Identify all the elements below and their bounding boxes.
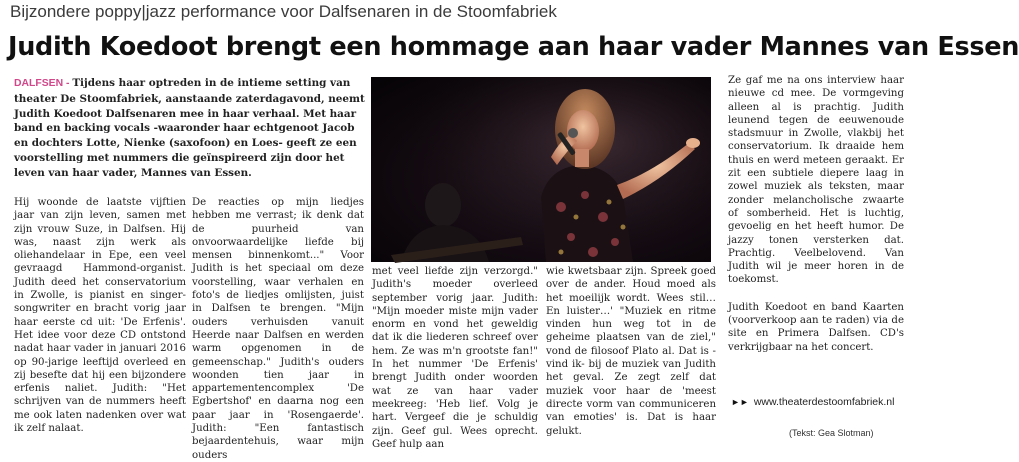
concert-info: Judith Koedoot en band Kaarten (voorverkoop aan te raden) via de site en Primera Dalfsen. CD's verkrijgbaar na het concert.: [728, 301, 904, 353]
author-credit: (Tekst: Gea Slotman): [789, 428, 874, 438]
body-column-2: [192, 196, 364, 462]
concert-photo: [371, 77, 711, 262]
article-headline: Judith Koedoot brengt een hommage aan haar vader Mannes van Essen: [8, 32, 1019, 62]
double-arrow-icon: ►►: [731, 397, 749, 407]
article-kicker: Bijzondere poppy|jazz performance voor Dalfsenaren in de Stoomfabriek: [10, 2, 557, 21]
dateline: DALFSEN: [14, 78, 64, 89]
website-url[interactable]: www.theaterdestoomfabriek.nl: [753, 396, 895, 408]
body-column-4-text: wie kwetsbaar zijn. Spreek goed over de ander. Houd moed als het moeilijk wordt. Wees stil… En luister…' "Muziek en ritme vinden hun weg tot in de geheime plaatsen van de ziel," vond de filosoof Plato al. Dat is -vind ik- bij de muziek van Judith het geval. Ze zegt zelf dat muziek voor haar de 'meest directe vorm van communiceren van emoties' is. Dat is haar gelukt.: [546, 266, 716, 437]
body-column-1: [14, 196, 186, 435]
article-intro: [14, 76, 369, 181]
body-column-2-text: De reacties op mijn liedjes hebben me verrast; ik denk dat de puurheid van onvoorwaardelijke liefde bij mensen binnenkomt..." Voor Judith is het speciaal om deze voorstelling, waar verhalen en foto's de liedjes omlijsten, juist in Dalfsen te brengen. "Mijn ouders verhuisden vanuit Heerde naar Dalfsen en werden warm opgenomen in de gemeenschap." Judith's ouders woonden tien jaar in appartementencomplex 'De Egbertshof' en daarna nog een paar jaar in 'Rosengaerde'. Judith: "Een fantastisch bejaardentehuis, waar mijn ouders: [192, 197, 364, 461]
website-link[interactable]: [731, 396, 894, 408]
intro-text: Tijdens haar optreden in de intieme setting van theater De Stoomfabriek, aanstaande zaterdagavond, neemt Judith Koedoot Dalfsenaren mee in haar verhaal. Met haar band en backing vocals -waaronder haar echtgenoot Jacob en dochters Lotte, Nienke (saxofoon) en Loes- geeft ze een voorstelling met nummers die geïnspireerd zijn door het leven van haar vader, Mannes van Essen.: [14, 77, 365, 179]
body-column-5-text: Ze gaf me na ons interview haar nieuwe cd mee. De vormgeving alleen al is prachtig. Judith leunend tegen de eeuwenoude stadsmuur in Zwolle, vlakbij het conservatorium. Ik draaide hem thuis en werd meteen geraakt. Er zit een subtiele diepere laag in zowel muziek als teksten, maar zonder melancholische zwaarte of somberheid. Het is luchtig, gevoelig en het heeft humor. De jazzy tonen versterken dat. Prachtig. Veelbelovend. Van Judith wil je meer horen in de toekomst.: [728, 75, 904, 286]
body-column-1-text: Hij woonde de laatste vijftien jaar van zijn leven, samen met zijn vrouw Suze, in Dalfsen. Hij was, naast zijn werk als oliehandelaar in Epe, een veel gevraagd Hammond-organist. Judith deed het conservatorium in Zwolle, is pianist en singer-songwriter en bracht vorig jaar haar eerste cd uit: 'De Erfenis'. Het idee voor deze CD ontstond nadat haar vader in januari 2016 op 90-jarige leeftijd overleed en zij besefte dat hij een bijzondere erfenis naliet. Judith: "Het schrijven van de nummers heeft me ook laten nadenken over wat ik zelf nalaat.: [14, 197, 186, 435]
body-column-4: [546, 265, 716, 438]
body-column-3: [372, 265, 538, 451]
body-column-5: [728, 74, 904, 354]
body-column-3-text: met veel liefde zijn verzorgd." Judith's moeder overleed september vorig jaar. Judith: "Mijn moeder miste mijn vader enorm en vond het geweldig dat ik die liederen schreef over hem. Ze was m'n grootste fan!" In het nummer 'De Erfenis' brengt Judith onder woorden wat ze van haar vader meekreeg: 'Heb lief. Volg je hart. Vergeef die je schuldig zijn. Geef gul. Wees oprecht. Geef hulp aan: [372, 266, 538, 450]
dateline-separator: -: [63, 78, 73, 89]
singer-photo-illustration: [371, 77, 711, 262]
